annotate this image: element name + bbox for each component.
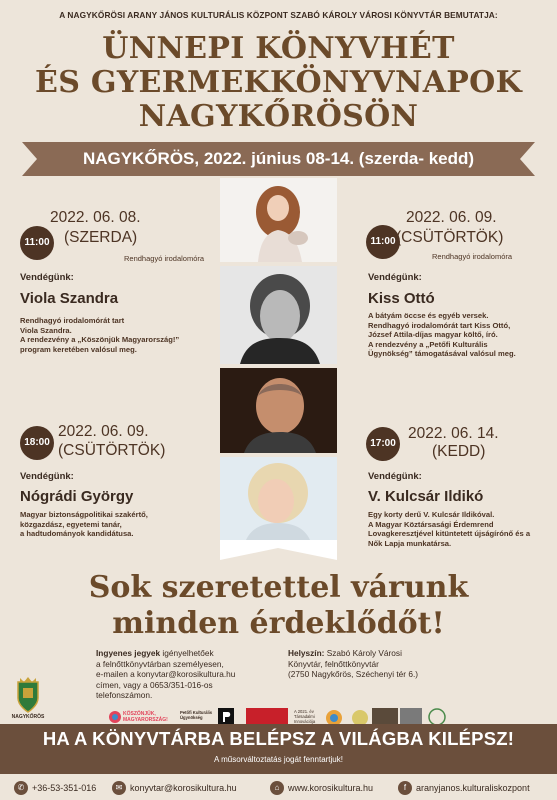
sponsor-koszonjuk: KÖSZÖNJÜK, MAGYARORSZÁG! [108, 708, 172, 730]
photo-ribbon-tail [220, 540, 337, 560]
event-2-guest-label: Vendégünk: [368, 272, 422, 283]
time-badge-2: 11:00 [366, 225, 400, 259]
event-1-date: 2022. 06. 08. [50, 209, 141, 226]
city-crest [10, 676, 46, 724]
title-line-1: ÜNNEPI KÖNYVHÉT [102, 31, 455, 66]
footer-facebook[interactable] [398, 781, 530, 795]
event-3-guest-label: Vendégünk: [20, 471, 74, 482]
event-2-description: A bátyám öccse és egyéb versek. Rendhagyó irodalomórát tart Kiss Ottó, József Attila-díjas magyar költő, író. A rendezvény a „Petőfi Kulturális Ügynökség” támogatásával valósul meg. [368, 311, 516, 359]
footer-web[interactable] [270, 781, 373, 795]
web-text: www.korosikultura.hu [288, 783, 374, 793]
event-1-weekday: (SZERDA) [64, 229, 138, 246]
title-line-2: ÉS GYERMEKKÖNYVNAPOK [35, 65, 522, 100]
ribbon-text: NAGYKŐRÖS, 2022. június 08-14. (szerda- kedd) [82, 149, 475, 168]
koszonjuk-logo-icon [108, 710, 122, 724]
photo-nogradi-gyorgy [220, 368, 337, 453]
presenter-line: A NAGYKŐRÖSI ARANY JÁNOS KULTURÁLIS KÖZPONT SZABÓ KÁROLY VÁROSI KÖNYVTÁR BEMUTATJA: [59, 10, 498, 20]
time-badge-1: 11:00 [20, 226, 54, 260]
event-1-description: Rendhagyó irodalomórát tart Viola Szandra. A rendezvény a „Köszönjük Magyarország!” program keretében valósul meg. [20, 316, 180, 354]
event-2-weekday: (CSÜTÖRTÖK) [396, 229, 504, 246]
email-text: konyvtar@korosikultura.hu [130, 783, 237, 793]
phone-text: +36-53-351-016 [32, 783, 97, 793]
photo-column [220, 178, 337, 560]
facebook-text: aranyjanos.kulturaliskozpont [416, 783, 530, 793]
event-3-description: Magyar biztonságpolitikai szakértő, közgazdász, egyetemi tanár, a hadtudományok kandidátusa. [20, 510, 148, 539]
sponsor-pku: Petőfi Kulturális Ügynökség [180, 710, 213, 720]
footer-phone[interactable] [14, 781, 96, 795]
title-line-3: NAGYKŐRÖSÖN [138, 99, 419, 134]
venue-info: Helyszín: Szabó Károly Városi Könyvtár, felnőttkönyvtár (2750 Nagykőrös, Széchenyi tér 6.) [288, 648, 419, 679]
banner-motto: HA A KÖNYVTÁRBA BELÉPSZ A VILÁGBA KILÉPSZ! [42, 728, 515, 749]
event-4-guest-label: Vendégünk: [368, 471, 422, 482]
slogan-line-2: minden érdeklődőt! [112, 606, 445, 641]
crest-label: NAGYKŐRÖS [11, 714, 45, 720]
slogan-line-1: Sok szeretettel várunk [88, 570, 469, 605]
event-2-guest-name: Kiss Ottó [368, 290, 435, 307]
time-badge-3: 18:00 [20, 426, 54, 460]
event-1-note: Rendhagyó irodalomóra [124, 254, 205, 263]
facebook-icon: f [398, 781, 412, 795]
event-4-weekday: (KEDD) [432, 443, 486, 460]
mail-icon: ✉ [112, 781, 126, 795]
event-4-guest-name: V. Kulcsár Ildikó [368, 488, 484, 505]
footer-email[interactable] [112, 781, 237, 795]
event-2-note: Rendhagyó irodalomóra [432, 252, 513, 261]
phone-icon: ✆ [14, 781, 28, 795]
sponsor-tarsadalmi: A 2021. év Társadalmi Innovációja [294, 709, 316, 724]
event-3-guest-name: Nógrádi György [20, 488, 134, 505]
banner-disclaimer: A műsorváltoztatás jogát fenntartjuk! [214, 755, 343, 764]
event-2-date: 2022. 06. 09. [406, 209, 497, 226]
event-4-description: Egy korty derű V. Kulcsár Ildikóval. A Magyar Köztársasági Érdemrend Lovagkeresztjével kitüntetett újságírónő és a Nők Lapja munkatársa. [368, 510, 531, 548]
photo-kulcsar-ildiko [220, 457, 337, 540]
tickets-info: Ingyenes jegyek igényelhetőek a felnőttkönyvtárban személyesen, e-mailen a konyvtar@korosikultura.hu címen, vagy a 0653/351-016-os telefonszámon. [96, 648, 236, 700]
event-4-date: 2022. 06. 14. [408, 425, 499, 442]
home-icon: ⌂ [270, 781, 284, 795]
contact-footer [0, 778, 557, 800]
crest-icon [10, 676, 46, 716]
event-3-date: 2022. 06. 09. [58, 423, 149, 440]
photo-kiss-otto [220, 266, 337, 364]
event-1-guest-label: Vendégünk: [20, 272, 74, 283]
event-1-guest-name: Viola Szandra [20, 290, 119, 307]
event-3-weekday: (CSÜTÖRTÖK) [58, 442, 166, 459]
photo-viola-szandra [220, 178, 337, 262]
time-badge-4: 17:00 [366, 427, 400, 461]
